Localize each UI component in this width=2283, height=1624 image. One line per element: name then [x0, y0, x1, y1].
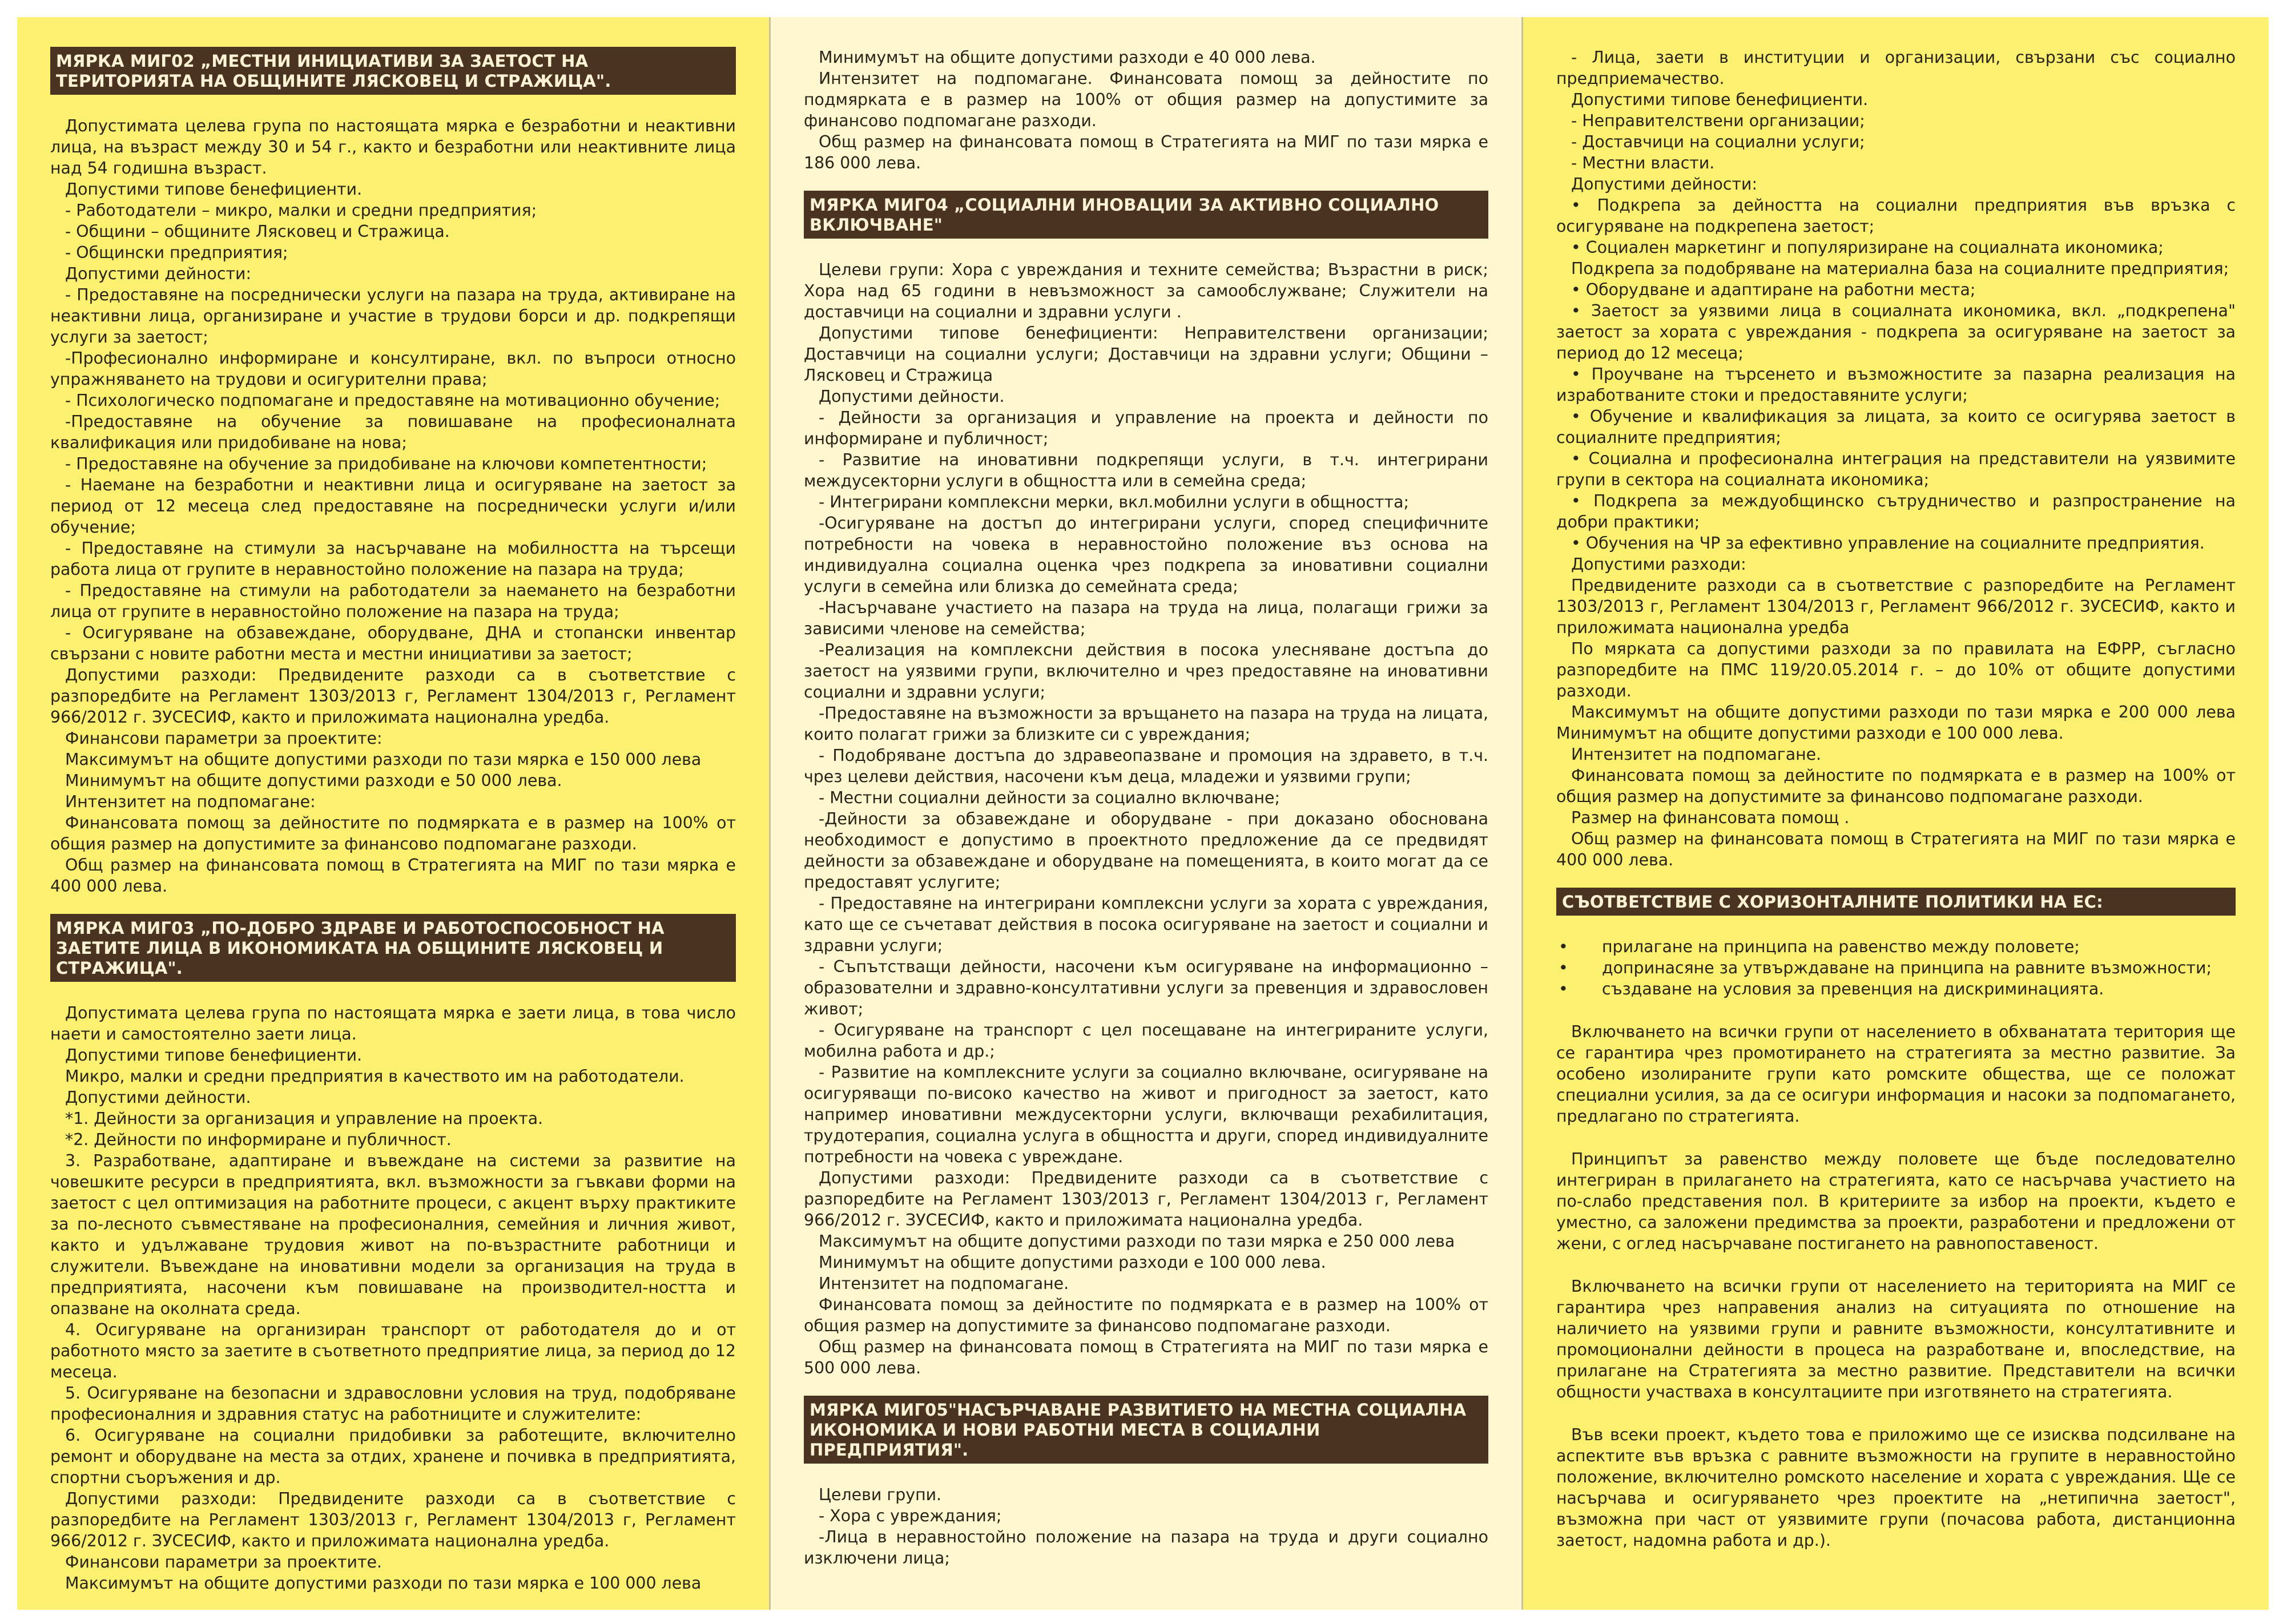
- paragraph: Допустими разходи: Предвидените разходи са в съответствие с разпоредбите на Регламент 1303/2013 г, Регламент 1304/2013 г, Регламент 966/2012 г. ЗУСЕСИФ, както и приложимата национална уредба.: [804, 1168, 1488, 1230]
- list-item: [1556, 936, 2236, 957]
- measure-mig05-body: [804, 1484, 1488, 1569]
- paragraph: Целеви групи.: [819, 1485, 942, 1504]
- paragraph: Размер на финансовата помощ .: [1571, 808, 1850, 827]
- paragraph: -Осигуряване на достъп до интегрирани услуги, според специфичните потребности на човека в неравностойно положение въз основа на индивидуална социална оценка чрез подкрепа за иновативни социални услуги в семейна или близка до семейната среда;: [804, 514, 1488, 596]
- paragraph: Допустимата целева група по настоящата мярка е безработни и неактивни лица, на възраст между 30 и 54 г., както и безработни или неактивните лица над 54 годишна възраст.: [50, 116, 736, 178]
- paragraph: Допустими разходи:: [1571, 555, 1746, 574]
- paragraph: Включването на всички групи от населението в обхванатата територия ще се гарантира чрез промотирането на стратегията за местно развитие. За особено изолираните групи като ромските общества, ще се положат специални усилия, за да се осигури информация и насоки за подпомагането, предлагано по стратегията.: [1556, 1022, 2236, 1126]
- list-item: [1556, 957, 2236, 978]
- paragraph: Целеви групи: Хора с увреждания и техните семейства; Възрастни в риск; Хора над 65 години в невъзможност за самообслужване; Служители на доставчици на социални и здравни услуги .: [804, 260, 1488, 321]
- measure-mig03-heading: МЯРКА МИГ03 „ПО-ДОБРО ЗДРАВЕ И РАБОТОСПОСОБНОСТ НА ЗАЕТИТЕ ЛИЦА В ИКОНОМИКАТА НА ОБЩИНИТЕ ЛЯСКОВЕЦ И СТРАЖИЦА".: [50, 914, 736, 982]
- paragraph: Интензитет на подпомагане.: [819, 1274, 1069, 1293]
- paragraph: Интензитет на подпомагане:: [65, 792, 316, 811]
- paragraph: - Предоставяне на стимули на работодатели за наемането на безработни лица от групите в неравностойно положение на пазара на труда;: [50, 581, 736, 621]
- brochure-page: [17, 17, 2269, 1610]
- paragraph: Допустими типове бенефициенти.: [65, 180, 363, 199]
- paragraph: -Предоставяне на обучение за повишаване на професионалната квалификация или придобиване на нова;: [50, 412, 736, 452]
- paragraph: - Неправителствени организации;: [1571, 111, 1865, 130]
- paragraph: Интензитет на подпомагане.: [1571, 745, 1822, 764]
- list-item-text: допринасяне за утвърждаване на принципа на равните възможности;: [1602, 958, 2212, 977]
- list-item-text: създаване на условия за превенция на дискриминацията.: [1602, 980, 2104, 998]
- paragraph: Предвидените разходи са в съответствие с разпоредбите на Регламент 1303/2013 г, Регламент 1304/2013 г, Регламент 966/2012 г. ЗУСЕСИФ, както и приложимата национална уредба: [1556, 576, 2236, 637]
- paragraph: -Насърчаване участието на пазара на труда на лица, полагащи грижи за зависими членове на семейства;: [804, 598, 1488, 638]
- paragraph: Интензитет на подпомагане. Финансовата помощ за дейностите по подмярката е в размер на 100% от общия размер на допустимите за финансово подпомагане разходи.: [804, 69, 1488, 130]
- paragraph: Допустими дейности:: [1571, 175, 1758, 194]
- paragraph: - Психологическо подпомагане и предоставяне на мотивационно обучение;: [65, 391, 720, 410]
- paragraph: Принципът за равенство между половете ще бъде последователно интегриран в прилагането на стратегията, като се насърчава участието на по-слабо представения пол. В критериите за избор на проекти, където е уместно, са заложени предимства за проекти, разработени и предложени от жени, с оглед насърчаване постигането на равнопоставеност.: [1556, 1150, 2236, 1253]
- paragraph: Общ размер на финансовата помощ в Стратегията на МИГ по тази мярка е 400 000 лева.: [1556, 829, 2236, 869]
- bullet-icon: •: [1559, 958, 1568, 977]
- paragraph: - Предоставяне на посреднически услуги на пазара на труда, активиране на неактивни лица, организиране и участие в трудови борси и др. подкрепящи услуги за заетост;: [50, 285, 736, 346]
- paragraph: 6. Осигуряване на социални придобивки за работещите, включително ремонт и оборудване на места за отдих, хранене и почивка в предприятията, спортни съоръжения и др.: [50, 1426, 736, 1487]
- paragraph: *1. Дейности за организация и управление на проекта.: [65, 1109, 543, 1128]
- paragraph: - Предоставяне на интегрирани комплексни услуги за хората с увреждания, като ще се съчетават действия в посока осигуряване на заетост и социални и здравни услуги;: [804, 894, 1488, 955]
- measure-mig02-heading: МЯРКА МИГ02 „МЕСТНИ ИНИЦИАТИВИ ЗА ЗАЕТОСТ НА ТЕРИТОРИЯТА НА ОБЩИНИТЕ ЛЯСКОВЕЦ И СТРАЖИЦА".: [50, 47, 736, 95]
- paragraph: Общ размер на финансовата помощ в Стратегията на МИГ по тази мярка е 400 000 лева.: [50, 856, 736, 896]
- paragraph: Минимумът на общите допустими разходи е 100 000 лева.: [819, 1253, 1326, 1272]
- paragraph: • Проучване на търсенето и възможностите за пазарна реализация на изработваните стоки и предоставяните услуги;: [1556, 365, 2236, 405]
- paragraph: - Интегрирани комплексни мерки, вкл.мобилни услуги в общността;: [819, 493, 1410, 511]
- horizontal-policies-heading: СЪОТВЕТСТВИЕ С ХОРИЗОНТАЛНИТЕ ПОЛИТИКИ НА ЕС:: [1556, 888, 2236, 916]
- paragraph: Във всеки проект, където това е приложимо ще се изисква подсилване на аспектите във връзка с равните възможности на групите в неравностойно положение, включително ромското население и хората с увреждания. Ще се насърчава и осигуряването чрез проектите на „нетипична заетост", възможна при част от уязвимите групи (почасова работа, дистанционна заетост, надомна работа и др.).: [1556, 1425, 2236, 1550]
- paragraph: Минимумът на общите допустими разходи е 40 000 лева.: [819, 48, 1316, 67]
- paragraph: Финансовата помощ за дейностите по подмярката е в размер на 100% от общия размер на допустимите за финансово подпомагане разходи.: [804, 1295, 1488, 1335]
- paragraph: - Осигуряване на транспорт с цел посещаване на интегрираните услуги, мобилна работа и др.;: [804, 1021, 1488, 1061]
- paragraph: - Наемане на безработни и неактивни лица и осигуряване на заетост за период от 12 месеца след предоставяне на посреднически услуги и/или обучение;: [50, 475, 736, 537]
- measure-mig05-heading: МЯРКА МИГ05"НАСЪРЧАВАНЕ РАЗВИТИЕТО НА МЕСТНА СОЦИАЛНА ИКОНОМИКА И НОВИ РАБОТНИ МЕСТА В СОЦИАЛНИ ПРЕДПРИЯТИЯ".: [804, 1396, 1488, 1464]
- paragraph: • Подкрепа за дейността на социални предприятия във връзка с осигуряване на подкрепена заетост;: [1556, 196, 2236, 236]
- paragraph: 4. Осигуряване на организиран транспорт от работодателя до и от работното място за заетите в съответното предприятие лица, за период до 12 месеца.: [50, 1320, 736, 1381]
- paragraph: Допустими разходи: Предвидените разходи са в съответствие с разпоредбите на Регламент 1303/2013 г, Регламент 1304/2013 г, Регламент 966/2012 г. ЗУСЕСИФ, както и приложимата национална уредба.: [50, 1489, 736, 1550]
- paragraph: -Професионално информиране и консултиране, вкл. по въпроси относно упражняването на трудови и осигурителни права;: [50, 349, 736, 389]
- measure-mig02-body: [50, 115, 736, 897]
- paragraph: - Лица, заети в институции и организации, свързани със социално предприемачество.: [1556, 48, 2236, 88]
- paragraph: Максимумът на общите допустими разходи по тази мярка е 200 000 лева Минимумът на общите допустими разходи е 100 000 лева.: [1556, 703, 2236, 743]
- paragraph: Финансови параметри за проектите:: [65, 729, 382, 748]
- column-middle: [771, 17, 1523, 1610]
- paragraph: Допустимата целева група по настоящата мярка е заети лица, в това число наети и самостоятелно заети лица.: [50, 1004, 736, 1043]
- paragraph: Допустими дейности.: [65, 1088, 251, 1107]
- paragraph: • Подкрепа за междуобщинско сътрудничество и разпространение на добри практики;: [1556, 491, 2236, 531]
- paragraph: - Местни власти.: [1571, 154, 1715, 172]
- paragraph: - Общински предприятия;: [65, 243, 288, 262]
- paragraph: Допустими разходи: Предвидените разходи са в съответствие с разпоредбите на Регламент 1303/2013 г, Регламент 1304/2013 г, Регламент 966/2012 г. ЗУСЕСИФ, както и приложимата национална уредба.: [50, 666, 736, 727]
- paragraph: Общ размер на финансовата помощ в Стратегията на МИГ по тази мярка е 186 000 лева.: [804, 132, 1488, 172]
- paragraph: Допустими типове бенефициенти: Неправителствени организации; Доставчици на социални услуги; Доставчици на здравни услуги; Общини – Лясковец и Стражица: [804, 324, 1488, 385]
- paragraph: -Лица в неравностойно положение на пазара на труда и други социално изключени лица;: [804, 1528, 1488, 1567]
- paragraph: - Доставчици на социални услуги;: [1571, 132, 1865, 151]
- paragraph: Максимумът на общите допустими разходи по тази мярка е 100 000 лева: [65, 1574, 702, 1593]
- paragraph: - Хора с увреждания;: [819, 1506, 1002, 1525]
- paragraph: Финансовата помощ за дейностите по подмярката е в размер на 100% от общия размер на допустимите за финансово подпомагане разходи.: [50, 813, 736, 853]
- paragraph: По мярката са допустими разходи за по правилата на ЕФРР, съгласно разпоредбите на ПМС 119/20.05.2014 г. – до 10% от общите допустими разходи.: [1556, 639, 2236, 700]
- paragraph: Микро, малки и средни предприятия в качеството им на работодатели.: [65, 1067, 685, 1086]
- paragraph: • Заетост за уязвими лица в социалната икономика, вкл. „подкрепена" заетост за хората с увреждания - подкрепа за осигуряване на заетост за период до 12 месеца;: [1556, 301, 2236, 362]
- paragraph: Допустими дейности:: [65, 264, 252, 283]
- paragraph: - Подобряване достъпа до здравеопазване и промоция на здравето, в т.ч. чрез целеви действия, насочени към деца, младежи и уязвими групи;: [804, 746, 1488, 786]
- measure-mig04-heading: МЯРКА МИГ04 „СОЦИАЛНИ ИНОВАЦИИ ЗА АКТИВНО СОЦИАЛНО ВКЛЮЧВАНЕ": [804, 191, 1488, 239]
- paragraph: - Предоставяне на стимули за насърчаване на мобилността на търсещи работа лица от групите в неравностойно положение на пазара на труда;: [50, 539, 736, 579]
- column-left: [17, 17, 771, 1610]
- paragraph: Максимумът на общите допустими разходи по тази мярка е 250 000 лева: [819, 1232, 1455, 1251]
- measure-mig03-continued: [804, 47, 1488, 174]
- paragraph: 5. Осигуряване на безопасни и здравословни условия на труд, подобряване професионалния и здравния статус на работниците и служителите:: [50, 1384, 736, 1424]
- paragraph: -Предоставяне на възможности за връщането на пазара на труда на лицата, които полагат грижи за близките си с увреждания;: [804, 704, 1488, 744]
- paragraph: Включването на всички групи от населението на територията на МИГ се гарантира чрез направения анализ на ситуацията по отношение на наличието на уязвими групи и равните възможности, консултативните и промоционални дейности в процеса на разработване и, впоследствие, на прилагане на Стратегията за местно развитие. Представители на всички общности участваха в консултациите при изготвянето на стратегията.: [1556, 1277, 2236, 1401]
- horizontal-policies-body: [1556, 1021, 2236, 1551]
- paragraph: - Дейности за организация и управление на проекта и дейности по информиране и публичност;: [804, 408, 1488, 448]
- paragraph: Минимумът на общите допустими разходи е 50 000 лева.: [65, 771, 562, 790]
- paragraph: - Работодатели – микро, малки и средни предприятия;: [65, 201, 537, 220]
- paragraph: -Дейности за обзавеждане и оборудване - при доказано обоснована необходимост е допустимо в проектното предложение да се предвидят дейности за обзавеждане и оборудване на помещенията, в които могат да се предоставят услугите;: [804, 809, 1488, 892]
- paragraph: 3. Разработване, адаптиране и въвеждане на системи за развитие на човешките ресурси в предприятията, вкл. възможности за гъвкави форми на заетост с цел оптимизация на работните процеси, с акцент върху практиките за по-лесното съвместяване на професионалния, семейния и личния живот, както и удължаване трудовия живот на по-възрастните работници и служители. Въвеждане на иновативни модели за организация на труда в предприятията, насочени към повишаване на производител-ността и опазване на околната среда.: [50, 1151, 736, 1318]
- column-right: [1523, 17, 2269, 1610]
- list-item: [1556, 978, 2236, 1000]
- paragraph: - Съпътстващи дейности, насочени към осигуряване на информационно – образователни и здравно-консултативни услуги за превенция и здравословен живот;: [804, 957, 1488, 1018]
- paragraph: - Осигуряване на обзавеждане, оборудване, ДНА и стопански инвентар свързани с новите работни места и местни инициативи за заетост;: [50, 623, 736, 663]
- bullet-icon: •: [1559, 937, 1568, 956]
- measure-mig04-body: [804, 259, 1488, 1379]
- paragraph: Общ размер на финансовата помощ в Стратегията на МИГ по тази мярка е 500 000 лева.: [804, 1337, 1488, 1377]
- paragraph: • Социална и професионална интеграция на представители на уязвимите групи в сектора на социалната икономика;: [1556, 449, 2236, 489]
- measure-mig05-continued: [1556, 47, 2236, 871]
- paragraph: Финансовата помощ за дейностите по подмярката е в размер на 100% от общия размер на допустимите за финансово подпомагане разходи.: [1556, 766, 2236, 806]
- paragraph: • Оборудване и адаптиране на работни места;: [1571, 280, 1976, 299]
- measure-mig03-body: [50, 1002, 736, 1594]
- paragraph: Допустими типове бенефициенти.: [1571, 90, 1869, 109]
- paragraph: - Развитие на иновативни подкрепящи услуги, в т.ч. интегрирани междусекторни услуги в общността или в семейна среда;: [804, 450, 1488, 490]
- horizontal-policies-list: [1556, 936, 2236, 1000]
- paragraph: • Обучение и квалификация за лицата, за които се осигурява заетост в социалните предприятия;: [1556, 407, 2236, 447]
- paragraph: Финансови параметри за проектите.: [65, 1553, 382, 1571]
- paragraph: - Предоставяне на обучение за придобиване на ключови компетентности;: [65, 454, 707, 473]
- list-item-text: прилагане на принципа на равенство между половете;: [1602, 937, 2080, 956]
- paragraph: Подкрепа за подобряване на материална база на социалните предприятия;: [1571, 259, 2229, 278]
- paragraph: - Развитие на комплексните услуги за социално включване, осигуряване на осигуряващи по-високо качество на живот и пригодност за заетост, като например иновативни междусекторни услуги, включващи рехабилитация, трудотерапия, социална услуга в общността и други, според индивидуалните потребности на човека с увреждане.: [804, 1063, 1488, 1166]
- bullet-icon: •: [1559, 980, 1568, 998]
- paragraph: • Социален маркетинг и популяризиране на социалната икономика;: [1571, 238, 2164, 257]
- paragraph: Допустими дейности.: [819, 387, 1005, 406]
- paragraph: - Местни социални дейности за социално включване;: [819, 788, 1281, 807]
- paragraph: • Обучения на ЧР за ефективно управление на социалните предприятия.: [1571, 534, 2205, 553]
- paragraph: - Общини – общините Лясковец и Стражица.: [65, 222, 450, 241]
- paragraph: Допустими типове бенефициенти.: [65, 1046, 363, 1065]
- paragraph: *2. Дейности по информиране и публичност.: [65, 1130, 452, 1149]
- paragraph: -Реализация на комплексни действия в посока улесняване достъпа до заетост на уязвими групи, включително и чрез предоставяне на иновативни социални и здравни услуги;: [804, 640, 1488, 702]
- paragraph: Максимумът на общите допустими разходи по тази мярка е 150 000 лева: [65, 750, 702, 769]
